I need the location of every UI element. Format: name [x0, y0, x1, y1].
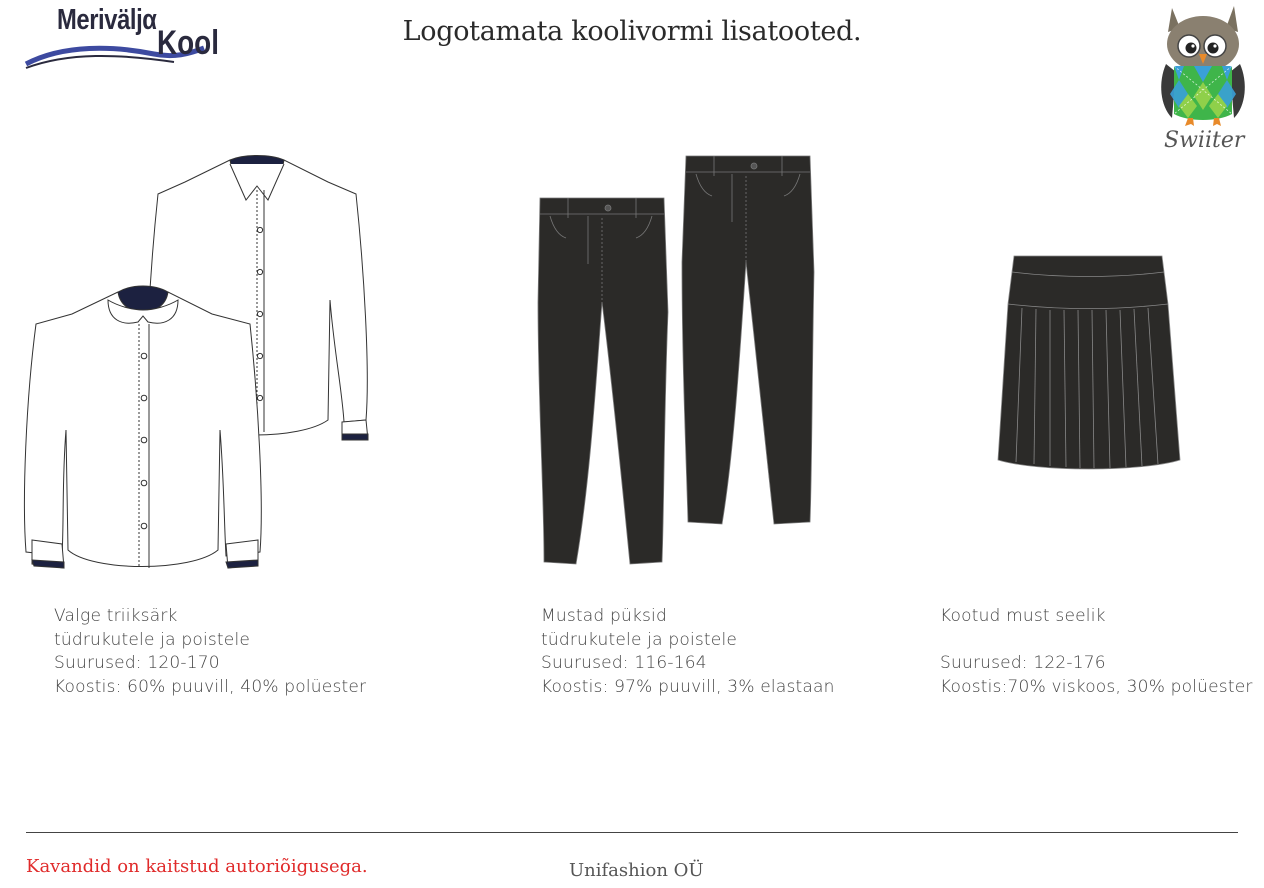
- company-name: Unifashion OÜ: [569, 860, 704, 881]
- product-caption-shirt: [54, 605, 366, 699]
- page-title: Logotamata koolivormi lisatooted.: [402, 16, 862, 47]
- product-composition: Koostis: 60% puuvill, 40% polüester: [54, 676, 367, 697]
- black-skirt-illustration: [990, 250, 1186, 472]
- product-sizes: Suurused: 122-176: [940, 653, 1106, 673]
- school-logo: [24, 4, 219, 72]
- mascot-brand-text: Swiiter: [1164, 128, 1245, 153]
- owl-icon: [1158, 2, 1248, 128]
- logo-word-merivalja: Meriväljα: [57, 4, 157, 36]
- product-audience: tüdrukutele ja poistele: [541, 629, 738, 650]
- product-name: Valge triiksärk: [54, 606, 178, 626]
- pants-icon: [530, 152, 820, 572]
- owl-mascot: [1158, 2, 1248, 162]
- product-caption-pants: [541, 605, 835, 699]
- product-composition: Koostis:70% viskoos, 30% polüester: [940, 676, 1253, 697]
- logo-word-kool: Kool: [157, 24, 219, 62]
- white-shirts-illustration: [22, 150, 384, 572]
- copyright-notice: Kavandid on kaitstud autoriõigusega.: [26, 856, 368, 877]
- product-caption-skirt: [940, 605, 1253, 699]
- product-audience: tüdrukutele ja poistele: [54, 629, 251, 650]
- product-sizes: Suurused: 116-164: [541, 653, 707, 673]
- skirt-icon: [990, 250, 1186, 472]
- product-audience: [940, 629, 1253, 653]
- footer-divider: [26, 832, 1238, 833]
- product-name: Mustad püksid: [541, 606, 667, 626]
- product-name: Kootud must seelik: [940, 606, 1106, 626]
- product-composition: Koostis: 97% puuvill, 3% elastaan: [541, 676, 835, 697]
- black-pants-illustration: [530, 152, 820, 572]
- product-sizes: Suurused: 120-170: [54, 653, 220, 673]
- shirt-icon: [22, 150, 384, 572]
